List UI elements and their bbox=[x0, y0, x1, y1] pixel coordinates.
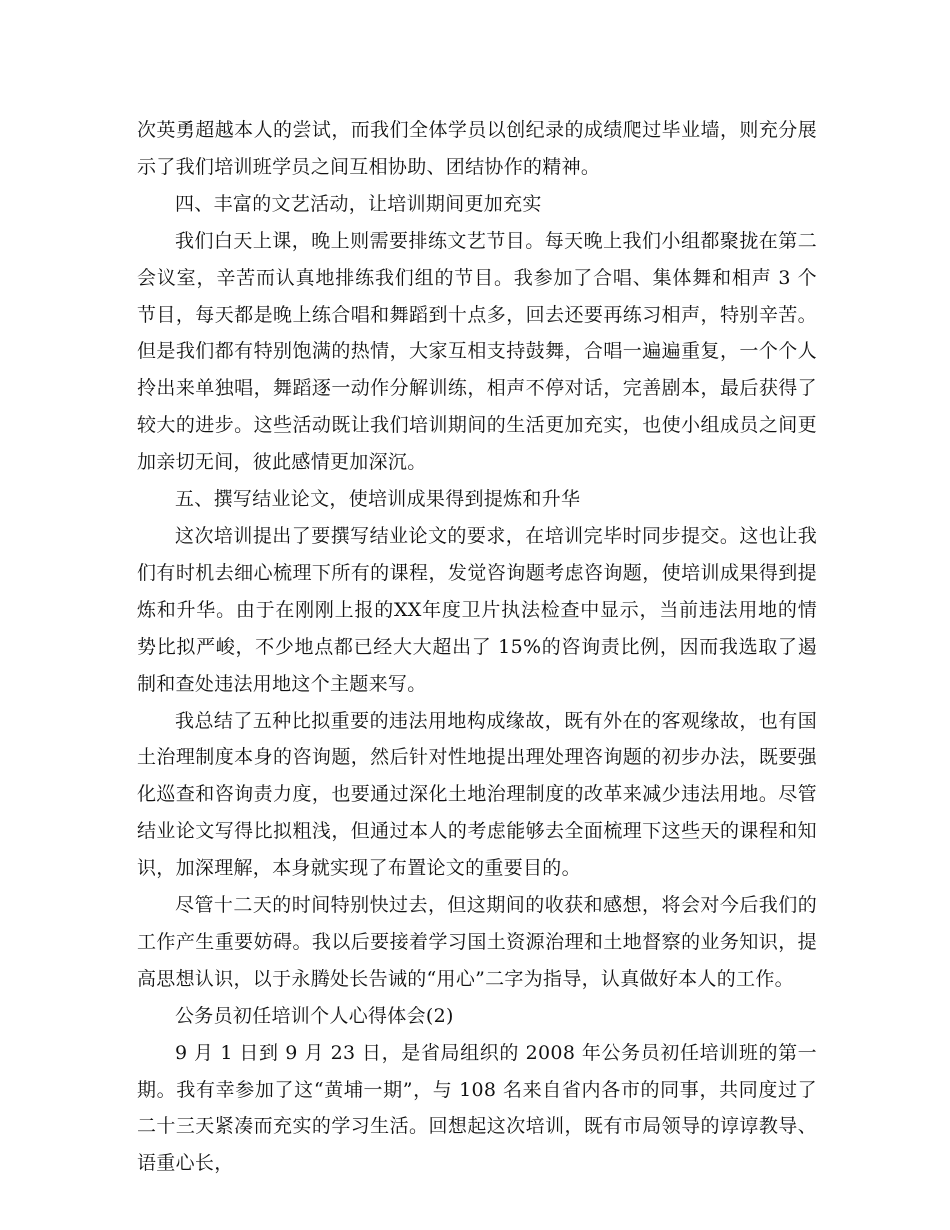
paragraph-continuation: 次英勇超越本人的尝试，而我们全体学员以创纪录的成绩爬过毕业墙，则充分展示了我们培训班学员之间互相协助、团结协作的精神。 bbox=[137, 119, 817, 178]
section-heading-5: 五、撰写结业论文，使培训成果得到提炼和升华 bbox=[175, 488, 581, 511]
paragraph-training-intro: 9 月 1 日到 9 月 23 日，是省局组织的 2008 年公务员初任培训班的第一期。我有幸参加了这“黄埔一期”，与 108 名来自省内各市的同事，共同度过了二十三天紧凑而充实的学习生活。回想起这次培训，既有市局领导的谆谆教导、语重心长， bbox=[137, 1041, 817, 1175]
paragraph-conclusion: 尽管十二天的时间特别快过去，但这期间的收获和感想，将会对今后我们的工作产生重要妨碍。我以后要接着学习国土资源治理和土地督察的业务知识，提高思想认识，以于永腾处长告诫的“用心”二字为指导，认真做好本人的工作。 bbox=[137, 894, 817, 990]
paragraph-arts-activities: 我们白天上课，晚上则需要排练文艺节目。每天晚上我们小组都聚拢在第二会议室，辛苦而认真地排练我们组的节目。我参加了合唱、集体舞和相声 3 个节目，每天都是晚上练合唱和舞蹈到十点多，回去还要再练习相声，特别辛苦。但是我们都有特别饱满的热情，大家互相支持鼓舞，合唱一遍遍重复，一个个人拎出来单独唱，舞蹈逐一动作分解训练，相声不停对话，完善剧本，最后获得了较大的进步。这些活动既让我们培训期间的生活更加充实，也使小组成员之间更加亲切无间，彼此感情更加深沉。 bbox=[137, 229, 817, 474]
paragraph-thesis-requirement: 这次培训提出了要撰写结业论文的要求，在培训完毕时同步提交。这也让我们有时机去细心梳理下所有的课程，发觉咨询题考虑咨询题，使培训成果得到提炼和升华。由于在刚刚上报的XX年度卫片执法检查中显示，当前违法用地的情势比拟严峻，不少地点都已经大大超出了 15%的咨询责比例，因而我选取了遏制和查处违法用地这个主题来写。 bbox=[137, 524, 817, 695]
document-body bbox=[137, 112, 817, 1182]
paragraph-thesis-summary: 我总结了五种比拟重要的违法用地构成缘故，既有外在的客观缘故，也有国土治理制度本身的咨询题，然后针对性地提出理处理咨询题的初步办法，既要强化巡查和咨询责力度，也要通过深化土地治理制度的改革来减少违法用地。尽管结业论文写得比拟粗浅，但通过本人的考虑能够去全面梳理下这些天的课程和知识，加深理解，本身就实现了布置论文的重要目的。 bbox=[137, 709, 817, 880]
section-heading-4: 四、丰富的文艺活动，让培训期间更加充实 bbox=[175, 192, 542, 215]
article-title-2: 公务员初任培训个人心得体会(2) bbox=[175, 1004, 454, 1027]
